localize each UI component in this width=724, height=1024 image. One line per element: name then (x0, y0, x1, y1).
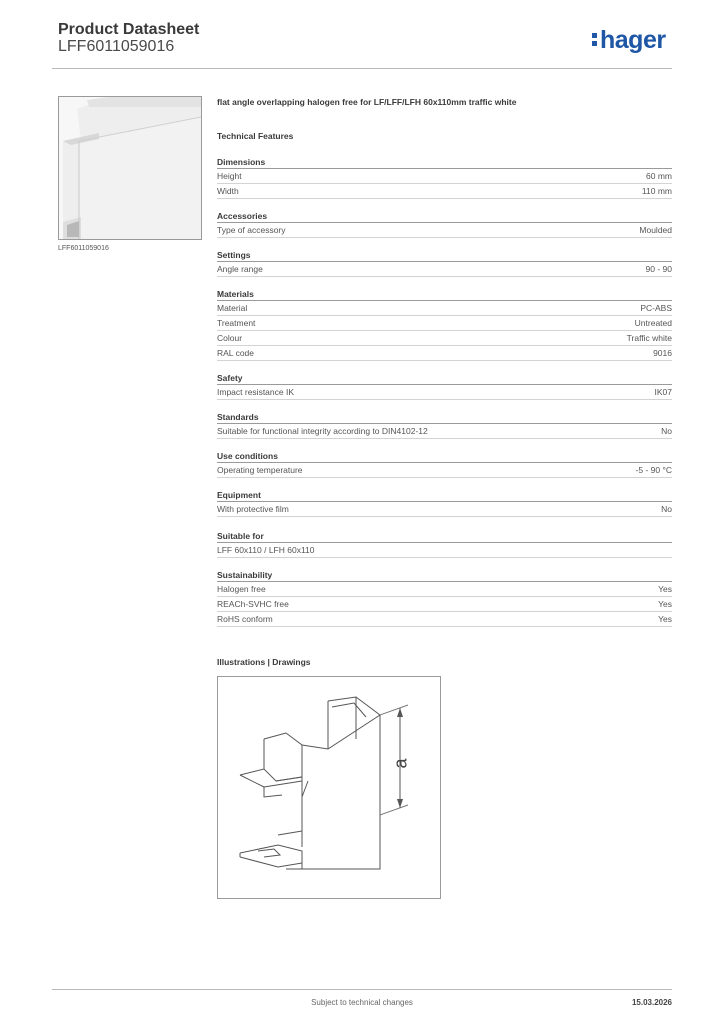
spec-label: Operating temperature (217, 465, 303, 475)
section-equipment (217, 489, 672, 517)
hager-logo (592, 26, 666, 55)
section-sustainability (217, 569, 672, 627)
section-title: Dimensions (217, 156, 672, 169)
spec-value: Traffic white (626, 333, 672, 343)
spec-label: Impact resistance IK (217, 387, 295, 397)
spec-row (217, 169, 672, 184)
spec-row (217, 463, 672, 478)
spec-label: RoHS conform (217, 614, 273, 624)
photo-caption: LFF6011059016 (58, 245, 109, 252)
section-title: Accessories (217, 210, 672, 223)
spec-value: -5 - 90 °C (635, 465, 672, 475)
dimension-label: a (390, 758, 411, 769)
section-accessories (217, 210, 672, 238)
spec-row (217, 331, 672, 346)
logo-text: hager (600, 26, 666, 54)
footer-note: Subject to technical changes (311, 998, 413, 1007)
spec-row (217, 184, 672, 199)
spec-row (217, 502, 672, 517)
spec-value: Yes (658, 584, 672, 594)
spec-label: Type of accessory (217, 225, 286, 235)
spec-label: Colour (217, 333, 243, 343)
section-safety (217, 372, 672, 400)
logo-dots-icon (592, 26, 598, 46)
footer-divider (52, 989, 672, 990)
section-title: Suitable for (217, 530, 672, 543)
section-title: Equipment (217, 489, 672, 502)
section-use-conditions (217, 450, 672, 478)
spec-label: Height (217, 171, 242, 181)
spec-label: REACh-SVHC free (217, 599, 289, 609)
spec-label: Angle range (217, 264, 263, 274)
spec-row (217, 612, 672, 627)
spec-row (217, 346, 672, 361)
technical-drawing (217, 676, 441, 899)
product-reference: LFF6011059016 (58, 38, 175, 55)
spec-value: 90 - 90 (645, 264, 672, 274)
spec-table (217, 156, 672, 638)
spec-label: Treatment (217, 318, 256, 328)
spec-value: No (661, 426, 672, 436)
spec-value: Yes (658, 599, 672, 609)
spec-value: IK07 (654, 387, 672, 397)
spec-label: With protective film (217, 504, 289, 514)
flat-angle-drawing-icon (218, 677, 440, 898)
spec-label: Material (217, 303, 248, 313)
spec-row (217, 385, 672, 400)
section-settings (217, 249, 672, 277)
spec-value: Untreated (634, 318, 672, 328)
spec-label: Halogen free (217, 584, 266, 594)
header-divider (52, 68, 672, 69)
spec-row (217, 223, 672, 238)
spec-row (217, 424, 672, 439)
section-title: Sustainability (217, 569, 672, 582)
section-title: Standards (217, 411, 672, 424)
spec-row (217, 316, 672, 331)
spec-value: No (661, 504, 672, 514)
product-description: flat angle overlapping halogen free for LF/LFF/LFH 60x110mm traffic white (217, 97, 517, 107)
section-standards (217, 411, 672, 439)
section-dimensions (217, 156, 672, 199)
spec-value: Yes (658, 614, 672, 624)
product-photo (58, 96, 202, 240)
page-title: Product Datasheet (58, 21, 200, 38)
spec-value: 110 mm (641, 186, 672, 196)
section-suitable-for (217, 530, 672, 558)
section-materials (217, 288, 672, 361)
spec-label: RAL code (217, 348, 255, 358)
section-title: Settings (217, 249, 672, 262)
technical-features-heading: Technical Features (217, 131, 294, 141)
spec-label: Suitable for functional integrity according to DIN4102-12 (217, 426, 428, 436)
section-title: Materials (217, 288, 672, 301)
section-title: Safety (217, 372, 672, 385)
spec-row (217, 301, 672, 316)
drawings-heading: Illustrations | Drawings (217, 657, 311, 667)
spec-value: 9016 (653, 348, 672, 358)
spec-value: 60 mm (646, 171, 672, 181)
spec-value: Moulded (639, 225, 672, 235)
spec-row (217, 543, 672, 558)
spec-row (217, 597, 672, 612)
spec-label: Width (217, 186, 239, 196)
spec-row (217, 582, 672, 597)
section-title: Use conditions (217, 450, 672, 463)
spec-label: LFF 60x110 / LFH 60x110 (217, 545, 315, 555)
footer-date: 15.03.2026 (631, 998, 672, 1007)
spec-value: PC-ABS (640, 303, 672, 313)
spec-row (217, 262, 672, 277)
flat-angle-photo-icon (59, 97, 201, 239)
